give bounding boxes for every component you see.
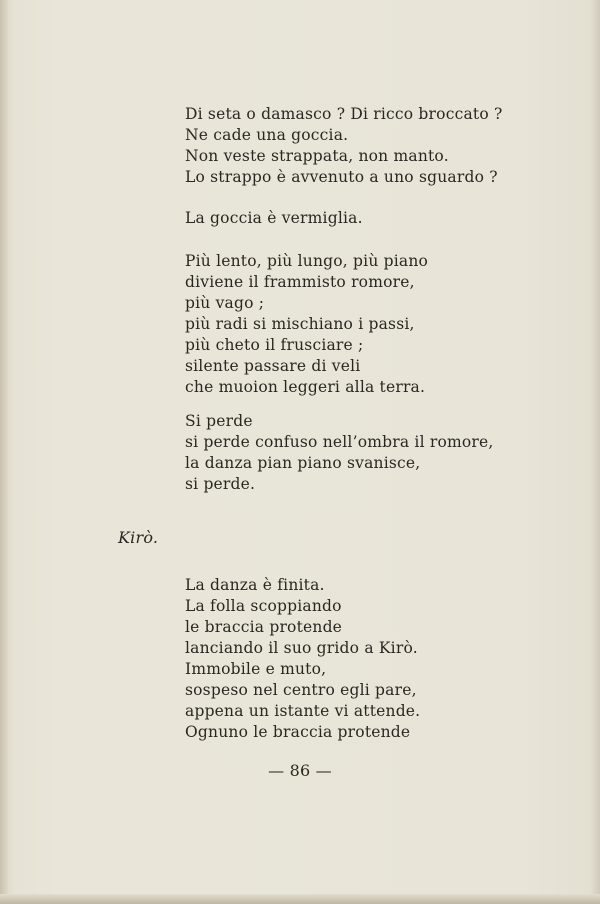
verse-line: La folla scoppiando bbox=[185, 597, 342, 615]
stanza-3 bbox=[185, 251, 428, 398]
verse-line: Più lento, più lungo, più piano bbox=[185, 252, 429, 270]
stanza-1 bbox=[185, 104, 503, 188]
verse-line: lanciando il suo grido a Kirò. bbox=[185, 639, 418, 657]
page-edge-bottom bbox=[0, 894, 600, 904]
verse-line: Lo strappo è avvenuto a uno sguardo ? bbox=[185, 168, 498, 186]
verse-line: Di seta o damasco ? Di ricco broccato ? bbox=[185, 105, 503, 123]
verse-line: Si perde bbox=[185, 412, 253, 430]
verse-line: le braccia protende bbox=[185, 618, 343, 636]
verse-line: Non veste strappata, non manto. bbox=[185, 147, 449, 165]
verse-line: sospeso nel centro egli pare, bbox=[185, 681, 417, 699]
page-number: — 86 — bbox=[268, 761, 332, 780]
verse-line: più vago ; bbox=[185, 294, 265, 312]
verse-line: Ognuno le braccia protende bbox=[185, 723, 411, 741]
verse-line: si perde. bbox=[185, 475, 256, 493]
stanza-4 bbox=[185, 411, 494, 495]
speaker-name: Kirò. bbox=[118, 528, 159, 547]
verse-line: appena un istante vi attende. bbox=[185, 702, 421, 720]
verse-line: La goccia è vermiglia. bbox=[185, 209, 363, 227]
verse-line: si perde confuso nell’ombra il romore, bbox=[185, 433, 494, 451]
verse-line: silente passare di veli bbox=[185, 357, 361, 375]
verse-line: la danza pian piano svanisce, bbox=[185, 454, 421, 472]
verse-line: che muoion leggeri alla terra. bbox=[185, 378, 426, 396]
verse-line: più radi si mischiano i passi, bbox=[185, 315, 415, 333]
stanza-2 bbox=[185, 208, 363, 229]
verse-line: Ne cade una goccia. bbox=[185, 126, 349, 144]
verse-line: La danza è finita. bbox=[185, 576, 325, 594]
verse-line: più cheto il frusciare ; bbox=[185, 336, 364, 354]
verse-line: diviene il frammisto romore, bbox=[185, 273, 415, 291]
verse-line: Immobile e muto, bbox=[185, 660, 327, 678]
stanza-5 bbox=[185, 575, 420, 743]
